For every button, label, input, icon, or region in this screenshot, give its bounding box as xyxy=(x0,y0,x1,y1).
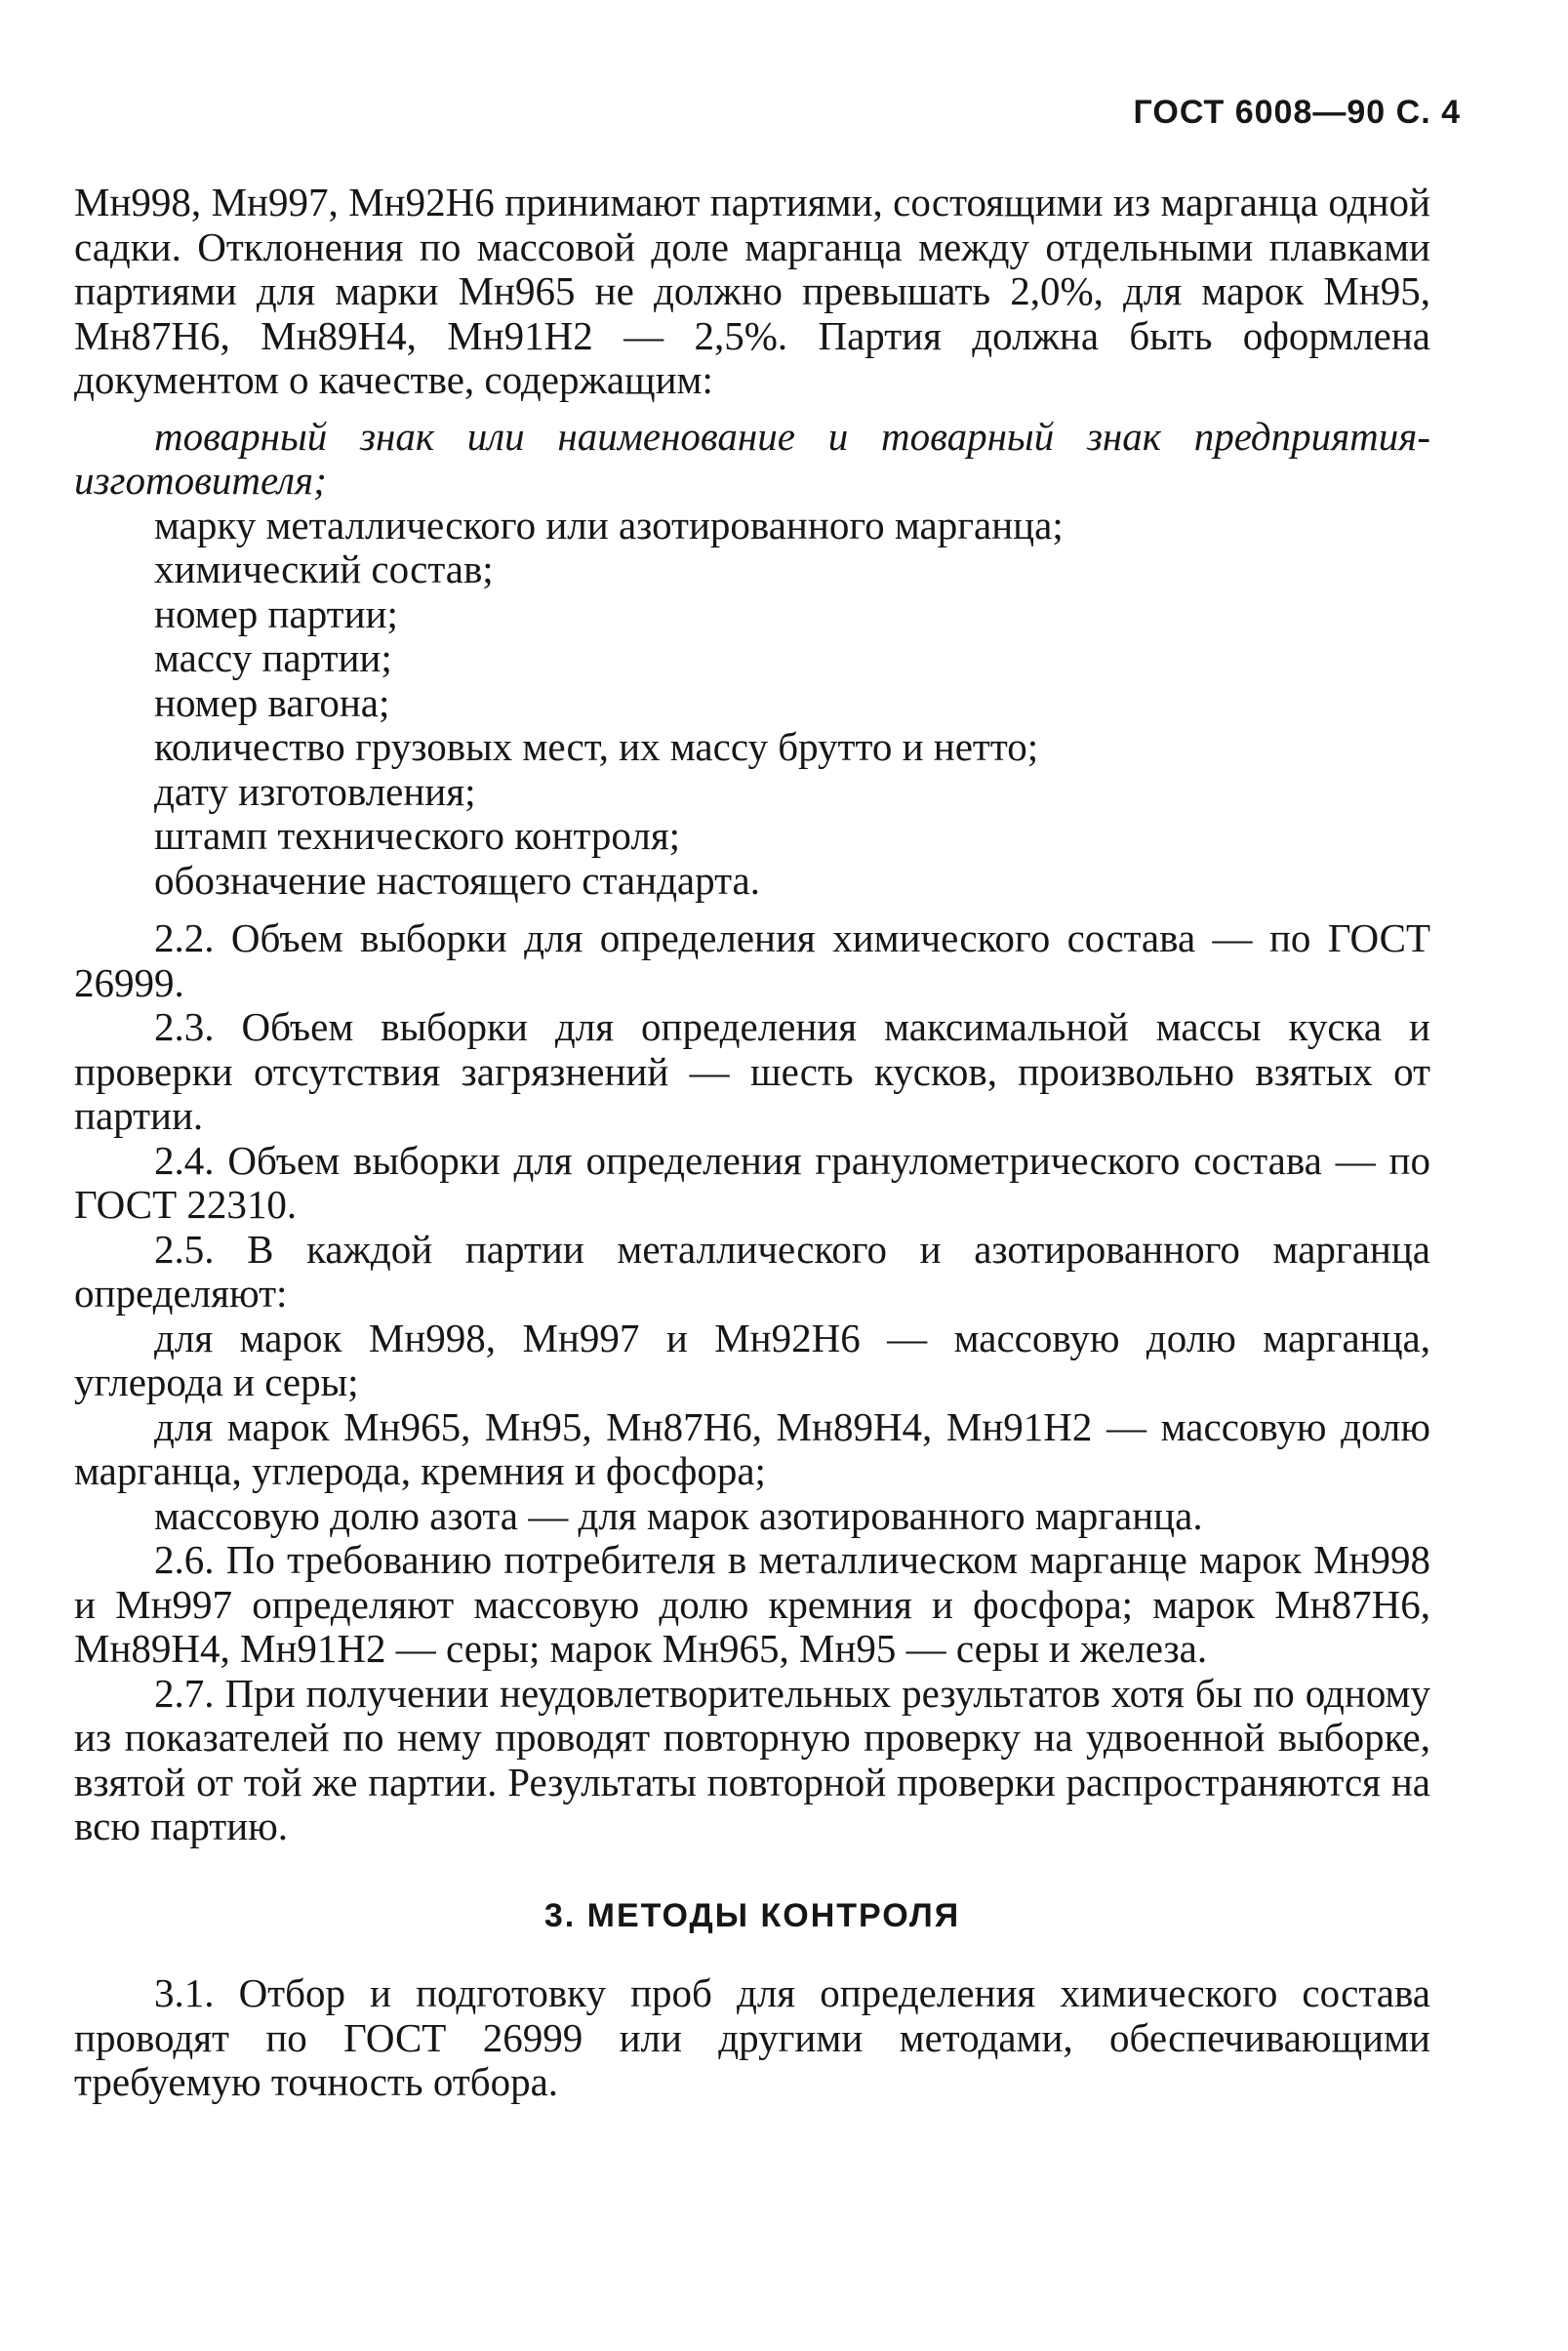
clause-2-2: 2.2. Объем выборки для определения химического состава — по ГОСТ 26999. xyxy=(74,915,1430,1005)
clause-3-1: 3.1. Отбор и подготовку проб для определения химического состава проводят по ГОСТ 26999 или другими методами, обеспечивающими требуемую точность отбора. xyxy=(74,1970,1430,2104)
list-item: количество грузовых мест, их массу брутто и нетто; xyxy=(154,724,1039,769)
list-item: штамп технического контроля; xyxy=(154,813,681,858)
list-item: номер партии; xyxy=(154,590,398,636)
clause-2-3: 2.3. Объем выборки для определения максимальной массы куска и проверки отсутствия загрязнений — шесть кусков, произвольно взятых от партии. xyxy=(74,1004,1430,1138)
intro-paragraph: Мн998, Мн997, Мн92Н6 принимают партиями, состоящими из марганца одной садки. Отклонения по массовой доле марганца между отдельными плавками партиями для марки Мн965 не должно превышать 2,0%, для марок Мн95, Мн87Н6, Мн89Н4, Мн91Н2 — 2,5%. Партия должна быть оформлена документом о качестве, содержащим: xyxy=(74,180,1430,402)
list-item: номер вагона; xyxy=(154,679,390,725)
clause-2-5-item-c: массовую долю азота — для марок азотированного марганца. xyxy=(154,1492,1203,1538)
list-item: химический состав; xyxy=(154,547,494,591)
body-text xyxy=(74,181,1430,2105)
list-item: массу партии; xyxy=(154,635,392,680)
quality-document-contents-list xyxy=(74,415,1430,904)
page-header: ГОСТ 6008—90 С. 4 xyxy=(1133,94,1461,131)
list-item: марку металлического или азотированного марганца; xyxy=(154,502,1064,547)
list-item: товарный знак или наименование и товарный знак предприятия-изготовителя; xyxy=(74,413,1430,503)
clause-2-6: 2.6. По требованию потребителя в металлическом марганце марок Мн998 и Мн997 определяют массовую долю кремния и фосфора; марок Мн87Н6, Мн89Н4, Мн91Н2 — серы; марок Мн965, Мн95 — серы и железа. xyxy=(74,1537,1430,1671)
list-item: дату изготовления; xyxy=(154,768,476,814)
clause-2-5: 2.5. В каждой партии металлического и азотированного марганца определяют: xyxy=(74,1226,1430,1316)
clause-2-7: 2.7. При получении неудовлетворительных результатов хотя бы по одному из показателей по нему проводят повторную проверку на удвоенной выборке, взятой от той же партии. Результаты повторной проверки распространяются на всю партию. xyxy=(74,1670,1430,1848)
clause-2-4: 2.4. Объем выборки для определения гранулометрического состава — по ГОСТ 22310. xyxy=(74,1137,1430,1227)
list-item: обозначение настоящего стандарта. xyxy=(154,857,760,903)
clause-2-5-item-b: для марок Мн965, Мн95, Мн87Н6, Мн89Н4, Мн91Н2 — массовую долю марганца, углерода, кремния и фосфора; xyxy=(74,1403,1430,1493)
section-3-title: 3. МЕТОДЫ КОНТРОЛЯ xyxy=(543,1896,961,1934)
clause-2-5-item-a: для марок Мн998, Мн997 и Мн92Н6 — массовую долю марганца, углерода и серы; xyxy=(74,1315,1430,1404)
